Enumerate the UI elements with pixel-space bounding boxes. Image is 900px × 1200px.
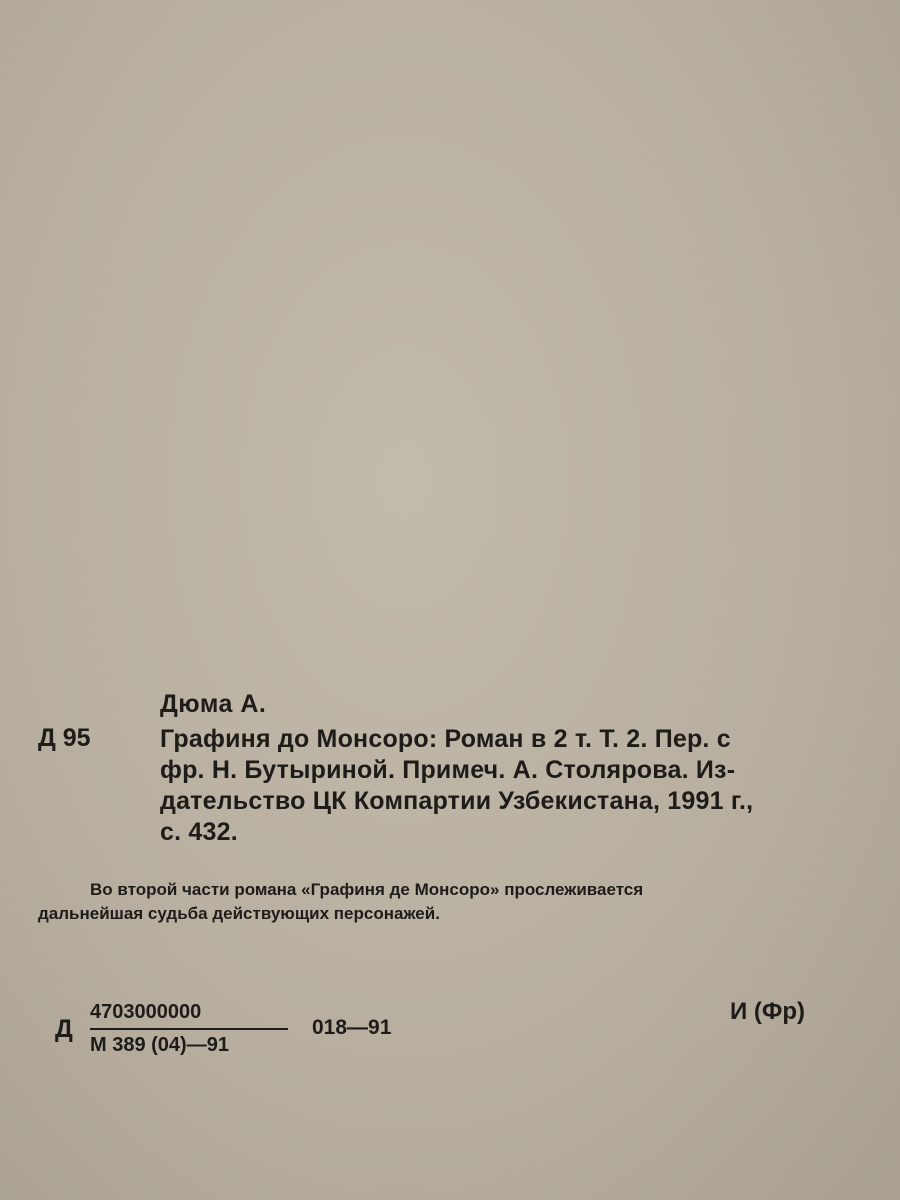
description-line: Графиня до Монсоро: Роман в 2 т. Т. 2. Пер. с: [160, 725, 731, 753]
annotation-line: дальнейшая судьба действующих персонажей.: [38, 904, 440, 923]
annotation-line: Во второй части романа «Графиня де Монсоро» прослеживается: [90, 880, 644, 899]
catalog-author: Дюма А.: [160, 690, 267, 718]
index-fraction-rule: [90, 1028, 288, 1030]
index-code: 018—91: [312, 1016, 392, 1039]
index-denominator: М 389 (04)—91: [90, 1034, 229, 1056]
description-line: дательство ЦК Компартии Узбекистана, 1991 г.,: [160, 787, 754, 815]
language-code: И (Фр): [730, 998, 806, 1025]
index-letter: Д: [55, 1015, 73, 1043]
index-numerator: 4703000000: [90, 1001, 202, 1023]
description-line: с. 432.: [160, 818, 238, 846]
description-line: фр. Н. Бутыриной. Примеч. А. Столярова. Из-: [160, 756, 736, 784]
catalog-description: [160, 724, 860, 848]
catalog-udk: Д 95: [38, 724, 91, 752]
catalog-annotation: [38, 878, 858, 926]
